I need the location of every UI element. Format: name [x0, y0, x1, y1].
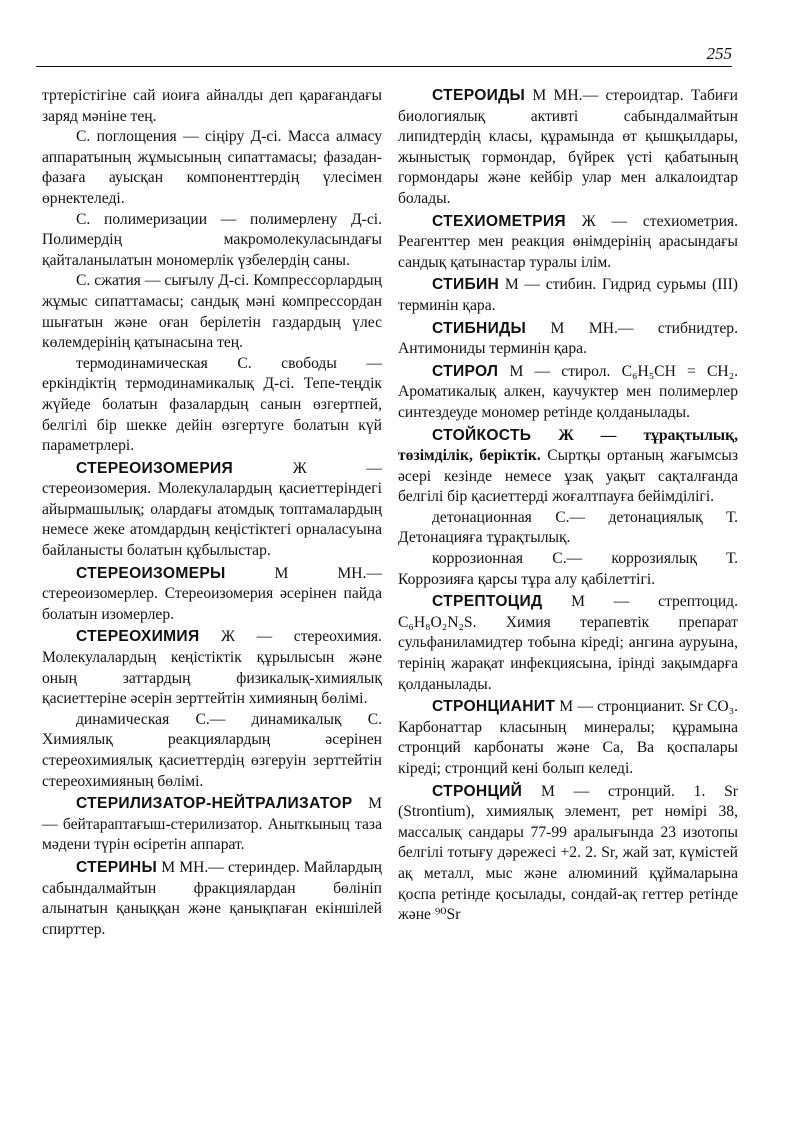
- header-rule: [36, 66, 732, 67]
- dictionary-entry: СТРОНЦИЙ М — стронций. 1. Sr (Strontium), химиялық элемент, рет нөмірі 38, массалық сандары 77-99 аралығында 23 изотопы белгілі тотығу дәрежесі +2. 2. Sr, жай зат, күмістей ақ металл, мыс және алюминий құймаларына қоспа ретінде қосылады, сондай-ақ геттер ретінде және ⁹⁰Sr: [398, 782, 738, 924]
- dictionary-entry: СТЕРИЛИЗАТОР-НЕЙТРАЛИЗАТОР М — бейтараптағыш-стерилизатор. Аныткыныц таза мәдени түрін өсіретін аппарат.: [42, 795, 382, 854]
- left-column: [42, 86, 382, 940]
- entry-headword: СТЕРЕОИЗОМЕРИЯ: [76, 459, 234, 477]
- entry-headword: СТРОНЦИЙ: [432, 782, 523, 800]
- dictionary-entry: СТИБНИДЫ М МН.— стибнидтер. Антимониды терминін қара.: [398, 319, 738, 358]
- dictionary-entry: СТЕХИОМЕТРИЯ Ж — стехиометрия. Реагенттер мен реакция өнімдерінің арасындағы сандық қатынастар туралы ілім.: [398, 212, 738, 271]
- entry-headword: СТЕРОИДЫ: [432, 87, 526, 104]
- entry-headword: СТЕХИОМЕТРИЯ: [432, 212, 566, 230]
- entry-headword: СТИБНИДЫ: [432, 319, 527, 337]
- page-number: 255: [706, 44, 732, 63]
- dictionary-entry: СТЕРОИДЫ М МН.— стероидтар. Табиғи биологиялық активті сабындалмайтын липидтердің класы, құрамында өт қышқылдары, жыныстық гормондар, бүйрек үсті қабатының гормондары және кейбір улар мен алкалоидтар болады.: [398, 87, 738, 207]
- entry-headword: СТОЙКОСТЬ: [432, 426, 532, 444]
- dictionary-entry: СТЕРЕОИЗОМЕРИЯ Ж — стереоизомерия. Молекулалардың қасиеттеріндегі айырмашылық; олардағы атомдық топтамалардың немесе жеке атомдардың кеңістіктегі орналасуына байланысты болатын құбылыстар.: [42, 459, 382, 560]
- entry-translation: Ж — тұрақтылық, төзімділік, беріктік.: [398, 426, 738, 465]
- sub-entry: С. поглощения — сіңіру Д-сі. Масса алмасу аппаратының жұмысының сипаттамасы; фазадан-фазаға ауысқан компоненттердің үлесімен өрнектеледі.: [42, 128, 382, 207]
- entry-headword: СТИРОЛ: [432, 362, 499, 380]
- entry-headword: СТЕРИЛИЗАТОР-НЕЙТРАЛИЗАТОР: [76, 795, 353, 813]
- sub-entry: детонационная С.— детонациялық Т. Детонацияға тұрақтылық.: [398, 508, 738, 547]
- dictionary-entry: СТРЕПТОЦИД М — стрептоцид. C₆H₈O₂N₂S. Химия терапевтік препарат сульфаниламидтер тобына кіреді; ангина ауруына, терінің жарақат инфекциясына, ірінді зақымдарға қолданылады.: [398, 593, 738, 693]
- dictionary-entry: СТИРОЛ М — стирол. C₆H₅CH = CH₂. Ароматикалық алкен, каучуктер мен полимерлер синтездеуде мономер ретінде қолданылады.: [398, 362, 738, 421]
- sub-entry: коррозионная С.— коррозиялық Т. Коррозияға қарсы тұра алу қабілеттігі.: [398, 550, 738, 588]
- sub-entry: динамическая С.— динамикалық С. Химиялық реакциялардың әсерінен стереохимиялық қасиеттердің өзгеруін зерттейтін стереохимияның бөлімі.: [42, 710, 382, 790]
- sub-entry: С. полимеризации — полимерлену Д-сі. Полимердің макромолекуласындағы қайталанылатын мономерлік үзбелердің саны.: [42, 210, 382, 269]
- entry-headword: СТЕРЕОИЗОМЕРЫ: [76, 564, 226, 582]
- dictionary-entry: СТИБИН М — стибин. Гидрид сурьмы (III) терминін қара.: [398, 276, 738, 314]
- dictionary-entry: СТОЙКОСТЬ Ж — тұрақтылық, төзімділік, беріктік. Сыртқы ортаның жағымсыз әсері кезінде немесе ұзақ уақыт сақталғанда белгілі бір қасиеттерді жоғалтпауға бейімділігі.: [398, 426, 739, 506]
- dictionary-entry: СТЕРЕОИЗОМЕРЫ М МН.— стереоизомерлер. Стереоизомерия әсерінен пайда болатын изомерлер.: [42, 564, 382, 623]
- dictionary-entry: СТРОНЦИАНИТ М — стронцианит. Sr CO₃. Карбонаттар класының минералы; құрамына стронций карбонаты және Ca, Ba қоспалары кіреді; стронций кені болып келеді.: [398, 698, 738, 777]
- sub-entry: С. сжатия — сығылу Д-сі. Компрессорлардың жұмыс сипаттамасы; сандық мәні компрессордан шығатын және оған берілетін газдардың үлес көлемдерінің қатынасына тең.: [42, 272, 382, 352]
- entry-headword: СТИБИН: [432, 276, 500, 294]
- entry-headword: СТЕРИНЫ: [76, 858, 158, 876]
- dictionary-entry: СТЕРЕОХИМИЯ Ж — стереохимия. Молекулалардың кеңістіктік құрылысын және оның заттардың физикалық-химиялық қасиеттеріне әсерін зерттейтін химияның бөлімі.: [42, 628, 382, 708]
- entry-headword: СТРОНЦИАНИТ: [432, 698, 556, 716]
- dictionary-entry: СТЕРИНЫ М МН.— стериндер. Майлардың сабындалмайтын фракциялардан бөлініп алынатын қаныққан және қанықпаған екіншілей спирттер.: [42, 858, 382, 938]
- entry-headword: СТЕРЕОХИМИЯ: [76, 628, 200, 646]
- sub-entry: термодинамическая С. свободы — еркіндіктің термодинамикалық Д-сі. Тепе-теңдік жүйеде болатын фазалардың санын өзгертпей, белгілі бір шекке дейін өзгертуге болатын күй параметрлері.: [42, 354, 382, 455]
- right-column: [398, 86, 738, 926]
- entry-headword: СТРЕПТОЦИД: [432, 593, 543, 611]
- entry-continuation: тртерістігіне сай иоиға айналды деп қарағандағы заряд мәніне тең.: [42, 87, 382, 125]
